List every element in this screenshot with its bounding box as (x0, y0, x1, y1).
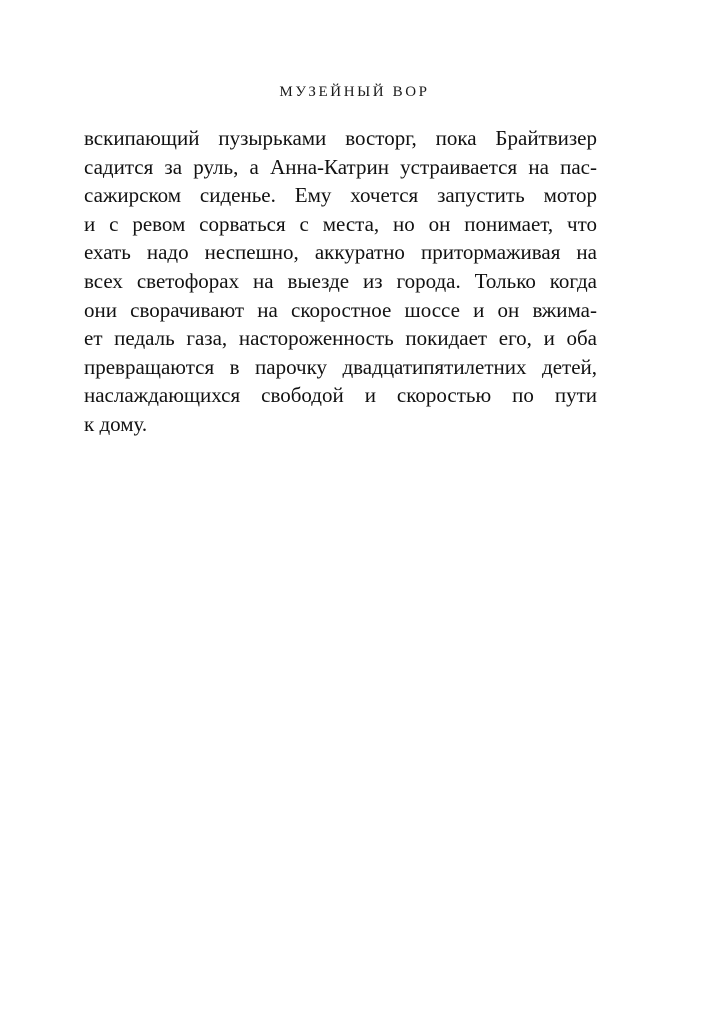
text-line: они сворачивают на скоростное шоссе и он вжима- (84, 297, 597, 322)
text-line: ет педаль газа, настороженность покидает его, и оба (84, 326, 597, 351)
running-head: МУЗЕЙНЫЙ ВОР (279, 84, 430, 100)
text-line: садится за руль, а Анна-Катрин устраивается на пас- (84, 154, 597, 179)
text-line: к дому. (84, 411, 148, 436)
text-line: наслаждающихся свободой и скоростью по пути (84, 383, 597, 408)
text-line: превращаются в парочку двадцатипятилетних детей, (84, 354, 597, 379)
text-line: всех светофорах на выезде из города. Только когда (84, 268, 597, 293)
text-line: ехать надо неспешно, аккуратно притормаживая на (84, 240, 597, 265)
text-line: и с ревом сорваться с места, но он понимает, что (84, 211, 597, 236)
text-line: сажирском сиденье. Ему хочется запустить мотор (84, 183, 597, 208)
body-paragraph (84, 124, 597, 439)
text-line: вскипающий пузырьками восторг, пока Брайтвизер (84, 126, 597, 150)
